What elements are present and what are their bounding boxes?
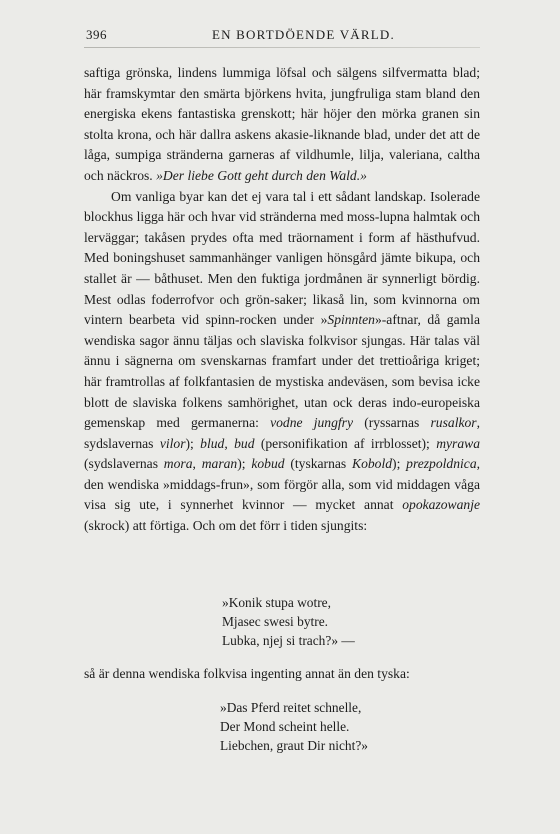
paragraph-2-text: (personifikation af irrblosset); xyxy=(254,435,437,451)
verse-line: »Das Pferd reitet schnelle, xyxy=(220,700,362,715)
italic-term: opokazowanje xyxy=(402,497,480,513)
verse-line: Liebchen, graut Dir nicht?» xyxy=(220,738,368,753)
italic-term: kobud xyxy=(251,456,285,472)
paragraph-1-text: saftiga grönska, lindens lummiga löfsal och sälgens silfvermatta blad; här framskymtar den smärta björkens hvita, jungfruliga stam bland den energiska ekens fantastiska grenskott; här höjer den mörka granen sin stolta krona, och här dallra askens akasie-liknande blad, under det att de låga, sumpiga stränderna garneras af vildhumle, lilja, valeriana, caltha och näckros. xyxy=(84,65,480,183)
italic-term: Kobold xyxy=(352,456,393,472)
page-number: 396 xyxy=(86,27,107,42)
paragraph-2-text: ); xyxy=(237,456,252,472)
paragraph-2-text: »-aftnar, då gamla wendiska sagor ännu täljas och slaviska folkvisor sjungas. Här talas väl ännu i sägnerna om svenskarnas framfart under det trettioåriga kriget; här framtrollas af folkfantasien de mystiska andeväsen, som bevisa icke blott de slaviska folkens samhörighet, utan ock deras indo-europeiska gemenskap med germanerna: xyxy=(84,312,480,431)
verse-line: Mjasec swesi bytre. xyxy=(222,614,328,629)
italic-term: Spinnten xyxy=(327,312,375,328)
italic-term: maran xyxy=(201,456,238,472)
verse-line: Der Mond scheint helle. xyxy=(220,719,350,734)
paragraph-2-text: , den wendiska »middags-frun», som förgör alla, som vid middagen våga visa sig ute, i synnerhet kvinnor — mycket annat xyxy=(84,456,481,513)
paragraph-2-text: ); xyxy=(392,456,407,472)
body-text xyxy=(84,63,480,537)
paragraph-2-text: (tyskarnas xyxy=(284,456,353,472)
paragraph-2-text: (sydslavernas xyxy=(84,456,164,472)
italic-term: mora xyxy=(163,456,193,472)
paragraph-2-text: , sydslavernas xyxy=(84,415,480,451)
paragraph-2 xyxy=(84,187,480,537)
italic-term: prezpoldnica xyxy=(406,456,477,472)
verse-german xyxy=(220,698,368,755)
paragraph-1-quote: »Der liebe Gott geht durch den Wald.» xyxy=(156,167,367,183)
paragraph-2-text: (skrock) att förtiga. Och om det förr i tiden sjungits: xyxy=(84,518,368,534)
italic-term: myrawa xyxy=(436,435,480,451)
italic-term: bud xyxy=(234,435,255,451)
transition-line: så är denna wendiska folkvisa ingenting annat än den tyska: xyxy=(84,666,410,681)
paragraph-2-text: ); xyxy=(185,435,201,451)
paragraph-2-text: , xyxy=(192,456,202,472)
verse-wendish xyxy=(222,593,355,650)
verse-line: Lubka, njej si trach?» — xyxy=(222,633,355,648)
paragraph-2-text: (ryssarnas xyxy=(353,415,431,431)
paragraph-1 xyxy=(84,63,480,187)
running-title: EN BORTDÖENDE VÄRLD. xyxy=(212,27,395,42)
italic-term: rusalkor xyxy=(430,415,477,431)
paragraph-2-text: , xyxy=(224,435,235,451)
paragraph-2-text: Om vanliga byar kan det ej vara tal i ett sådant landskap. Isolerade blockhus ligga här och hvar vid stränderna med moss-lupna halmtak och lerväggar; takåsen prydes ofta med träornament i form af hästhufvud. Med boningshuset sammanhänger vanligen hönsgård jämte bikupa, och stallet är — båthuset. Men den fuktiga jordmånen är synnerligt bördig. Mest odlas foderrofvor och grön-saker; likaså lin, som kvinnorna om vintern bearbeta vid spinn-rocken under » xyxy=(84,188,480,328)
verse-line: »Konik stupa wotre, xyxy=(222,595,331,610)
header-rule xyxy=(84,47,480,48)
page-header xyxy=(86,27,474,47)
italic-term: vilor xyxy=(159,435,186,451)
italic-term: vodne jungfry xyxy=(270,415,353,431)
italic-term: blud xyxy=(200,435,225,451)
